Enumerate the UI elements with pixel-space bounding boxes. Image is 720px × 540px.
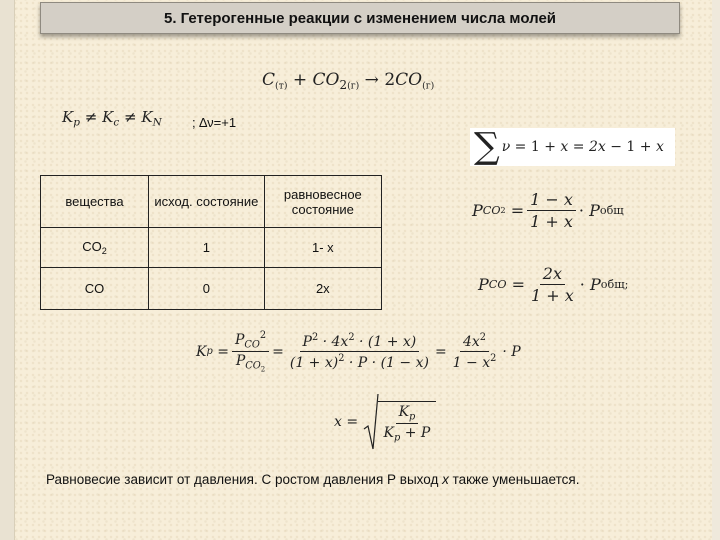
delta-nu: ; ∆ν=+1 bbox=[192, 115, 237, 130]
reaction-co: CO bbox=[395, 70, 423, 90]
sum-x: x bbox=[560, 139, 569, 155]
kpf-f2-num-sup2: 2 bbox=[348, 332, 355, 344]
table-cell-equilibrium: 1- x bbox=[264, 228, 381, 268]
sum-one: 1 bbox=[530, 139, 540, 155]
kpf-f1-den bbox=[233, 352, 268, 373]
p-co-eq: = bbox=[511, 275, 525, 294]
kpf-f2-num-sup: 2 bbox=[311, 332, 319, 344]
kpf-f1-den-subsub: 2 bbox=[260, 365, 266, 374]
sum-two-x: 2x bbox=[588, 139, 606, 155]
kpf-fraction-1 bbox=[232, 330, 269, 374]
sum-equation bbox=[470, 128, 675, 166]
table-header-initial: исход. состояние bbox=[149, 176, 265, 228]
p-co2-sub: CO bbox=[482, 204, 501, 217]
kpf-f2-num bbox=[300, 332, 420, 352]
xf-num-sub: p bbox=[409, 411, 416, 422]
kpf-f3-num-sup: 2 bbox=[479, 332, 487, 344]
sum-plus: + bbox=[544, 139, 556, 155]
table-cell-substance bbox=[41, 268, 149, 310]
sum-minus: − bbox=[610, 139, 622, 155]
conclusion-part-2: также уменьшается. bbox=[448, 472, 580, 487]
kpf-sub: p bbox=[206, 346, 213, 358]
p-co2-fraction bbox=[527, 190, 576, 231]
sum-eq: = bbox=[514, 139, 527, 155]
kpf-f2-num-p: P bbox=[302, 334, 312, 351]
kpf-f3-den-base: 1 − x bbox=[452, 355, 491, 372]
title-bar bbox=[40, 2, 680, 34]
not-equal-2: ≠ bbox=[123, 108, 137, 126]
sigma-icon: ∑ bbox=[474, 126, 500, 167]
table-cell-initial: 1 bbox=[149, 228, 265, 268]
kpf-tail: · P bbox=[502, 343, 521, 360]
kpf-f2-den-sup: 2 bbox=[338, 353, 345, 365]
table-header-substance: вещества bbox=[41, 176, 149, 228]
p-co-ptot-sub: общ; bbox=[600, 278, 629, 291]
xf-symbol: x bbox=[334, 414, 342, 430]
sum-term-nu: ν bbox=[501, 139, 511, 155]
kn-sub: N bbox=[152, 116, 162, 129]
conclusion-part-1: Равновесие зависит от давления. С ростом давления Р выход bbox=[46, 472, 443, 487]
kpf-f1-num-sub: CO bbox=[244, 339, 260, 351]
kc-sub: c bbox=[113, 116, 120, 129]
kpf-f3-num bbox=[460, 332, 489, 352]
sum-eq2: = bbox=[572, 139, 585, 155]
sum-x2: x bbox=[655, 139, 664, 155]
sum-plus2: + bbox=[639, 139, 652, 155]
xf-num bbox=[396, 404, 419, 424]
reaction-co2-phase: (г) bbox=[347, 80, 360, 92]
p-co-formula bbox=[478, 264, 628, 305]
p-co2-numerator: 1 − x bbox=[527, 190, 576, 211]
slide-right-edge bbox=[712, 0, 720, 540]
conclusion-text bbox=[46, 472, 579, 487]
p-co2-dot: · bbox=[578, 201, 584, 220]
sum-one2: 1 bbox=[626, 139, 636, 155]
p-co-dot: · bbox=[579, 275, 585, 294]
reaction-c-phase: (т) bbox=[275, 80, 288, 92]
p-co-numerator: 2x bbox=[540, 264, 565, 285]
kp-formula bbox=[196, 330, 521, 374]
kpf-f3-num-base: 4x bbox=[462, 334, 480, 351]
p-co2-subsub: 2 bbox=[500, 206, 506, 215]
reaction-coef: 2 bbox=[384, 70, 396, 90]
substance-co2: CO bbox=[82, 238, 102, 254]
kpf-f2-den bbox=[287, 352, 432, 371]
reaction-co2: CO bbox=[312, 70, 340, 90]
kpf-f2-den-base: (1 + x) bbox=[289, 355, 339, 372]
p-co-denominator: 1 + x bbox=[531, 286, 574, 305]
kpf-f1-num-p: P bbox=[234, 331, 245, 348]
p-co-fraction bbox=[528, 264, 577, 305]
kp-symbol: K bbox=[62, 108, 74, 126]
table-cell-substance bbox=[41, 228, 149, 268]
p-co-sub: CO bbox=[488, 278, 507, 291]
table-header-row bbox=[41, 176, 382, 228]
kpf-f1-den-p: P bbox=[235, 353, 246, 370]
kpf-eq3: = bbox=[434, 343, 447, 360]
substance-co: CO bbox=[84, 281, 105, 296]
xf-fraction bbox=[381, 404, 434, 444]
xf-den-k: K bbox=[383, 425, 395, 441]
p-co2-eq: = bbox=[510, 201, 525, 220]
reaction-plus: + bbox=[292, 70, 308, 90]
reaction-arrow: → bbox=[364, 70, 379, 90]
table-cell-initial: 0 bbox=[149, 268, 265, 310]
p-co2-ptot-sub: общ bbox=[599, 204, 624, 217]
xf-radicand bbox=[378, 401, 437, 444]
reaction-co2-sub: 2 bbox=[339, 78, 348, 93]
kpf-f3-den-sup: 2 bbox=[490, 353, 497, 365]
page-title: 5. Гетерогенные реакции с изменением числа молей bbox=[163, 9, 557, 27]
kpf-f1-num bbox=[232, 330, 269, 352]
kpf-f2-num-rest: · 4x bbox=[318, 334, 349, 351]
not-equal-1: ≠ bbox=[84, 108, 98, 126]
substance-co2-sub: 2 bbox=[101, 246, 107, 257]
sqrt-icon bbox=[363, 393, 379, 451]
kpf-f1-num-sup: 2 bbox=[259, 330, 267, 341]
xf-num-k: K bbox=[398, 403, 410, 420]
p-co-ptot: P bbox=[589, 275, 601, 294]
kpf-fraction-3 bbox=[450, 332, 500, 371]
kn-symbol: K bbox=[141, 108, 153, 126]
kpf-fraction-2 bbox=[287, 332, 432, 371]
reaction-c: C bbox=[262, 70, 276, 90]
kc-symbol: K bbox=[102, 108, 114, 126]
reaction-co-phase: (г) bbox=[422, 80, 435, 92]
xf-den bbox=[381, 424, 434, 443]
xf-den-sub: p bbox=[394, 432, 401, 444]
kpf-f2-num-rest2: · (1 + x) bbox=[354, 334, 417, 351]
p-co2-symbol: P bbox=[472, 201, 483, 220]
x-formula bbox=[334, 393, 436, 451]
table-row bbox=[41, 228, 382, 268]
kpf-f1-den-sub: CO bbox=[245, 360, 261, 372]
conclusion-x: x bbox=[442, 472, 449, 487]
table-header-equilibrium: равновесное состояние bbox=[264, 176, 381, 228]
p-co-symbol: P bbox=[478, 275, 489, 294]
p-co2-denominator: 1 + x bbox=[530, 212, 573, 231]
kpf-eq1: = bbox=[217, 343, 229, 360]
kpf-eq2: = bbox=[272, 343, 284, 360]
kpf-symbol: K bbox=[196, 343, 207, 360]
xf-den-rest: + P bbox=[400, 425, 431, 441]
kpf-f2-den-rest: · P · (1 − x) bbox=[344, 355, 429, 372]
table-row bbox=[41, 268, 382, 310]
p-co2-formula bbox=[472, 190, 624, 231]
p-co2-ptot: P bbox=[589, 201, 600, 220]
xf-eq: = bbox=[346, 414, 359, 430]
substances-table bbox=[40, 175, 382, 310]
kp-relation bbox=[62, 108, 162, 129]
slide-left-edge bbox=[0, 0, 15, 540]
table-cell-equilibrium: 2x bbox=[264, 268, 381, 310]
reaction-equation bbox=[262, 70, 434, 92]
kpf-f3-den bbox=[450, 352, 500, 371]
kp-sub: p bbox=[73, 116, 80, 129]
